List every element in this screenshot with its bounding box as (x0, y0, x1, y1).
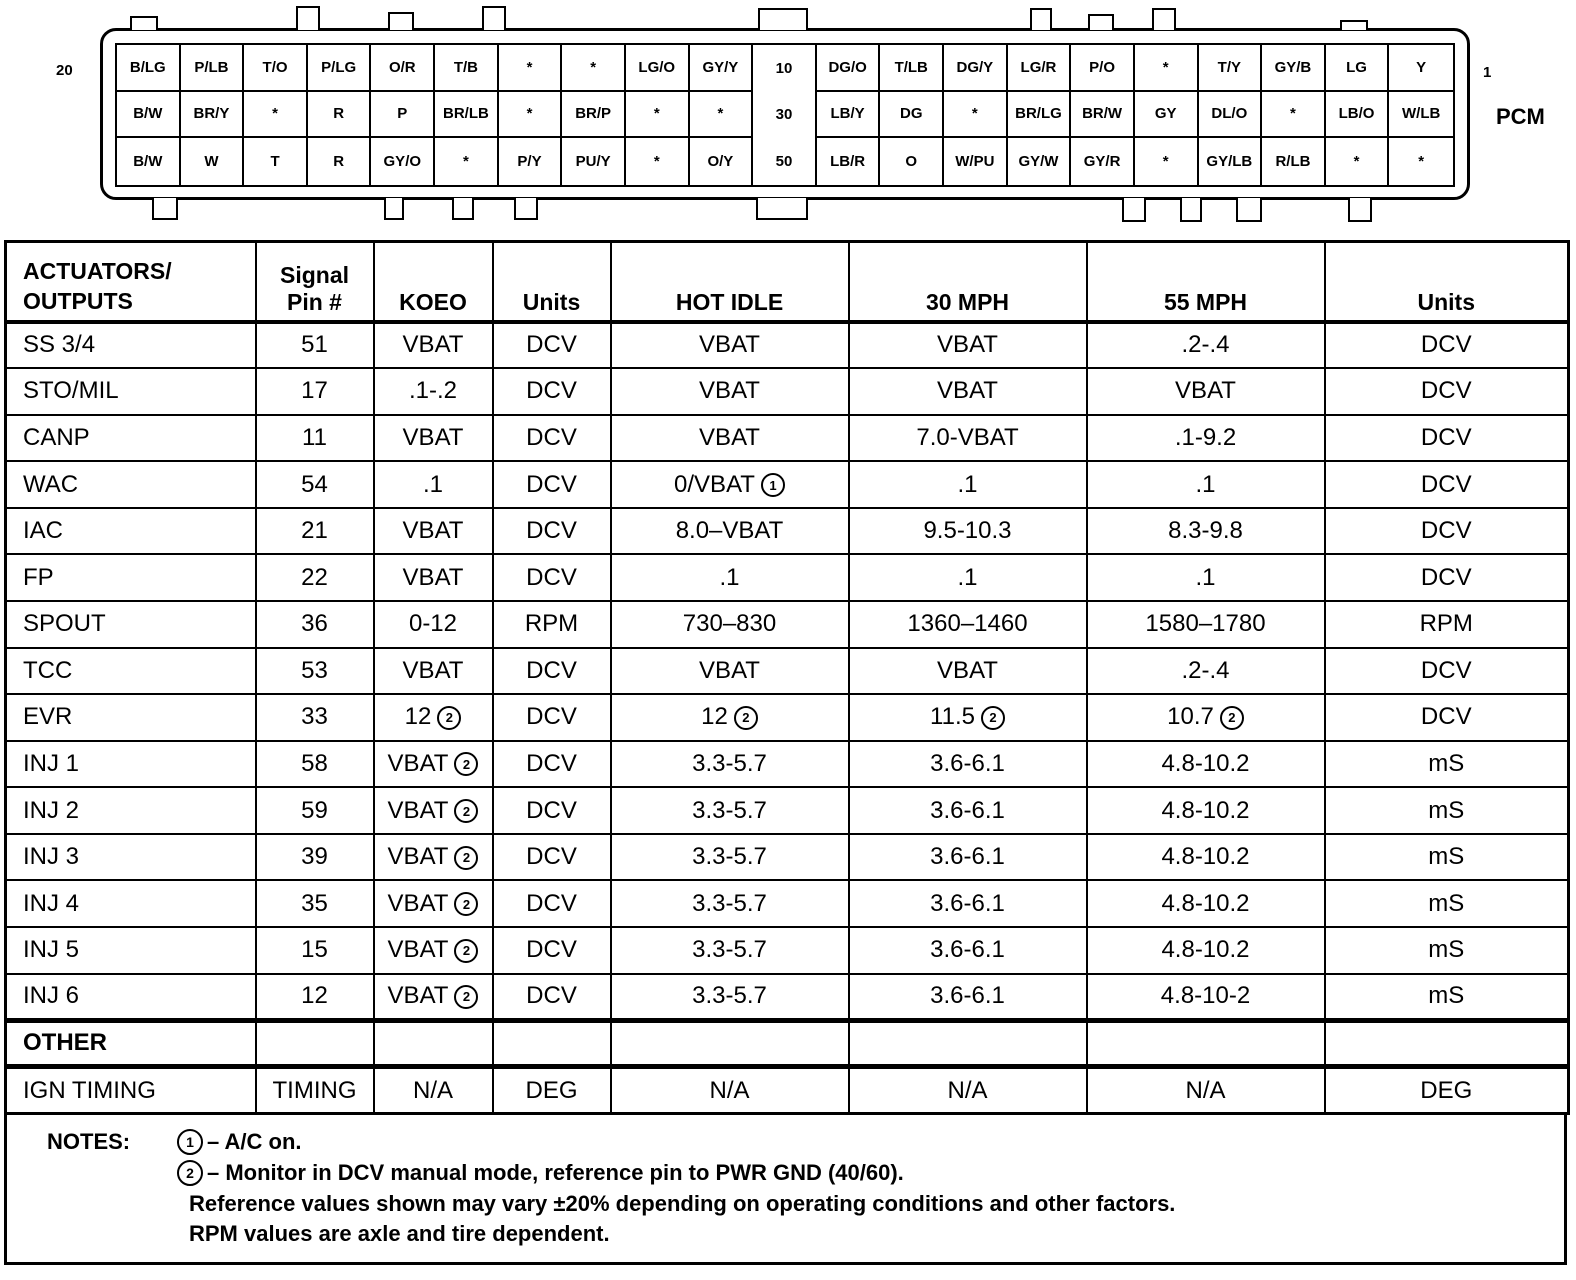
cell-units: DCV (493, 927, 611, 974)
note-2: 2 – Monitor in DCV manual mode, reference pin to PWR GND (40/60). (177, 1160, 904, 1186)
cell-pin: 22 (256, 554, 374, 601)
pin-cell: GY/B (1262, 45, 1326, 92)
cell-units2: mS (1325, 927, 1569, 974)
cell-units: DEG (493, 1067, 611, 1114)
cell-koeo: VBAT (374, 508, 493, 555)
cell-units: DCV (493, 741, 611, 788)
cell-units: DCV (493, 461, 611, 508)
cell-koeo: .1 (374, 461, 493, 508)
pin-cell: W/LB (1389, 92, 1453, 139)
cell-mph55: 4.8-10.2 (1087, 880, 1325, 927)
pin-cell: DG/Y (944, 45, 1008, 92)
cell-hot-idle: VBAT (611, 368, 849, 415)
cell-koeo: VBAT 2 (374, 927, 493, 974)
cell-koeo: VBAT (374, 554, 493, 601)
cell-mph55: 4.8-10.2 (1087, 787, 1325, 834)
pin-cell: GY/Y (690, 45, 754, 92)
cell-hot-idle: VBAT (611, 322, 849, 369)
pin-cell: O/Y (690, 138, 754, 185)
other-section-row (6, 1020, 1569, 1067)
connector-key (758, 8, 808, 30)
cell-pin: 51 (256, 322, 374, 369)
pin-cell: LB/O (1326, 92, 1390, 139)
note-marker-icon: 2 (454, 846, 478, 870)
notes-label: NOTES: (47, 1129, 131, 1154)
note-marker-icon: 2 (454, 892, 478, 916)
cell-mph30: 3.6-6.1 (849, 787, 1087, 834)
pin-cell: LG (1326, 45, 1390, 92)
cell-mph55: 1580–1780 (1087, 601, 1325, 648)
cell-hot-idle: 3.3-5.7 (611, 880, 849, 927)
cell-pin: 59 (256, 787, 374, 834)
pin-cell: DG (880, 92, 944, 139)
pin-cell: GY/O (371, 138, 435, 185)
connector-pin-grid (115, 43, 1455, 187)
cell-units2: mS (1325, 787, 1569, 834)
cell-hot-idle: 3.3-5.7 (611, 974, 849, 1021)
table-row (6, 461, 1569, 508)
table-row (6, 927, 1569, 974)
pin-cell: P/O (1071, 45, 1135, 92)
cell-mph55: VBAT (1087, 368, 1325, 415)
empty-cell (849, 1020, 1087, 1067)
note-marker-icon: 2 (454, 799, 478, 823)
table-row (6, 1067, 1569, 1114)
cell-name: IAC (6, 508, 256, 555)
cell-units2: DCV (1325, 322, 1569, 369)
col-header-actuators: ACTUATORS/ OUTPUTS (6, 242, 256, 322)
cell-units: RPM (493, 601, 611, 648)
cell-koeo: VBAT (374, 415, 493, 462)
cell-pin: 15 (256, 927, 374, 974)
pin-cell: B/LG (117, 45, 181, 92)
pin-cell: 30 (753, 92, 817, 139)
pcm-label: PCM (1496, 104, 1545, 129)
cell-mph55: 10.7 2 (1087, 694, 1325, 741)
connector-key (1122, 198, 1146, 222)
cell-hot-idle: 3.3-5.7 (611, 787, 849, 834)
cell-name: STO/MIL (6, 368, 256, 415)
other-section-label: OTHER (6, 1020, 256, 1067)
note-marker-icon: 2 (437, 706, 461, 730)
pin-cell: BR/LG (1008, 92, 1072, 139)
cell-mph30: 11.5 2 (849, 694, 1087, 741)
connector-key (1152, 8, 1176, 30)
empty-cell (256, 1020, 374, 1067)
connector-key (1348, 198, 1372, 222)
cell-hot-idle: VBAT (611, 415, 849, 462)
cell-mph30: .1 (849, 461, 1087, 508)
cell-mph30: 1360–1460 (849, 601, 1087, 648)
cell-mph55: 8.3-9.8 (1087, 508, 1325, 555)
pin-cell: BR/Y (181, 92, 245, 139)
cell-units2: DCV (1325, 461, 1569, 508)
cell-units: DCV (493, 415, 611, 462)
cell-name: SPOUT (6, 601, 256, 648)
empty-cell (611, 1020, 849, 1067)
table-row (6, 880, 1569, 927)
cell-mph30: 3.6-6.1 (849, 834, 1087, 881)
cell-hot-idle: 3.3-5.7 (611, 834, 849, 881)
note-4: RPM values are axle and tire dependent. (189, 1221, 610, 1246)
pin-cell: O/R (371, 45, 435, 92)
pin-cell: * (499, 92, 563, 139)
notes-box (4, 1115, 1567, 1265)
cell-pin: 58 (256, 741, 374, 788)
cell-koeo: VBAT (374, 648, 493, 695)
pin-cell: DG/O (817, 45, 881, 92)
connector-key (388, 12, 414, 30)
pin-cell: B/W (117, 92, 181, 139)
col-header-units-2: Units (1325, 242, 1569, 322)
cell-pin: 12 (256, 974, 374, 1021)
cell-koeo: VBAT 2 (374, 880, 493, 927)
cell-mph30: VBAT (849, 322, 1087, 369)
cell-name: INJ 6 (6, 974, 256, 1021)
cell-koeo: N/A (374, 1067, 493, 1114)
cell-hot-idle: VBAT (611, 648, 849, 695)
cell-name: INJ 4 (6, 880, 256, 927)
cell-pin: 11 (256, 415, 374, 462)
pin-cell: GY/R (1071, 138, 1135, 185)
cell-units: DCV (493, 368, 611, 415)
cell-mph55: 4.8-10.2 (1087, 741, 1325, 788)
cell-koeo: VBAT 2 (374, 741, 493, 788)
table-row (6, 322, 1569, 369)
pin-cell: * (244, 92, 308, 139)
note-marker-icon: 2 (177, 1160, 203, 1186)
actuator-output-table (4, 240, 1570, 1115)
connector-key (482, 6, 506, 30)
note-marker-icon: 2 (1220, 706, 1244, 730)
cell-units: DCV (493, 694, 611, 741)
pin-cell: PU/Y (562, 138, 626, 185)
cell-units2: mS (1325, 834, 1569, 881)
pin-cell: P/LG (308, 45, 372, 92)
cell-units2: DCV (1325, 694, 1569, 741)
pin-cell: * (690, 92, 754, 139)
cell-koeo: VBAT (374, 322, 493, 369)
pin-cell: B/W (117, 138, 181, 185)
cell-mph55: .1 (1087, 461, 1325, 508)
cell-units2: RPM (1325, 601, 1569, 648)
table-header-row (6, 242, 1569, 322)
connector-key (452, 198, 474, 220)
cell-name: INJ 5 (6, 927, 256, 974)
note-1: 1 – A/C on. (177, 1129, 302, 1155)
cell-pin: 17 (256, 368, 374, 415)
note-marker-icon: 2 (454, 939, 478, 963)
cell-hot-idle: .1 (611, 554, 849, 601)
pin-cell: R/LB (1262, 138, 1326, 185)
cell-units: DCV (493, 648, 611, 695)
col-header-signal-pin: Signal Pin # (256, 242, 374, 322)
table-row (6, 834, 1569, 881)
pin-cell: O (880, 138, 944, 185)
connector-key (756, 198, 808, 220)
connector-key (1236, 198, 1262, 222)
connector-key (296, 6, 320, 30)
note-marker-icon: 1 (177, 1129, 203, 1155)
cell-mph30: 3.6-6.1 (849, 927, 1087, 974)
table-row (6, 368, 1569, 415)
col-header-units: Units (493, 242, 611, 322)
pin-cell: BR/LB (435, 92, 499, 139)
cell-name: CANP (6, 415, 256, 462)
cell-pin: 35 (256, 880, 374, 927)
cell-mph55: .2-.4 (1087, 648, 1325, 695)
cell-mph55: .1-9.2 (1087, 415, 1325, 462)
cell-units: DCV (493, 834, 611, 881)
table-row (6, 787, 1569, 834)
cell-name: FP (6, 554, 256, 601)
col-header-hot-idle: HOT IDLE (611, 242, 849, 322)
cell-mph30: .1 (849, 554, 1087, 601)
cell-mph55: N/A (1087, 1067, 1325, 1114)
cell-name: INJ 1 (6, 741, 256, 788)
cell-mph55: 4.8-10-2 (1087, 974, 1325, 1021)
pin-cell: * (1326, 138, 1390, 185)
pin-cell: * (435, 138, 499, 185)
pin-cell: DL/O (1199, 92, 1263, 139)
pin-cell: LG/R (1008, 45, 1072, 92)
cell-units: DCV (493, 787, 611, 834)
col-header-55-mph: 55 MPH (1087, 242, 1325, 322)
cell-pin: 53 (256, 648, 374, 695)
cell-mph30: 3.6-6.1 (849, 741, 1087, 788)
cell-koeo: 0-12 (374, 601, 493, 648)
cell-units2: DCV (1325, 508, 1569, 555)
pin-cell: W (181, 138, 245, 185)
cell-name: INJ 3 (6, 834, 256, 881)
cell-units: DCV (493, 554, 611, 601)
table-row (6, 741, 1569, 788)
connector-key (1340, 20, 1368, 30)
pin-cell: BR/W (1071, 92, 1135, 139)
cell-mph30: 7.0-VBAT (849, 415, 1087, 462)
cell-koeo: VBAT 2 (374, 834, 493, 881)
cell-units2: DCV (1325, 648, 1569, 695)
cell-mph30: VBAT (849, 368, 1087, 415)
cell-pin: TIMING (256, 1067, 374, 1114)
pin-cell: T/LB (880, 45, 944, 92)
note-marker-icon: 1 (761, 473, 785, 497)
cell-koeo: VBAT 2 (374, 787, 493, 834)
pin-cell: P (371, 92, 435, 139)
pin-cell: W/PU (944, 138, 1008, 185)
table-row (6, 601, 1569, 648)
col-header-koeo: KOEO (374, 242, 493, 322)
pin-cell: GY/W (1008, 138, 1072, 185)
cell-mph55: .2-.4 (1087, 322, 1325, 369)
cell-units: DCV (493, 322, 611, 369)
cell-units2: mS (1325, 741, 1569, 788)
note-marker-icon: 2 (454, 985, 478, 1009)
pin-cell: LB/R (817, 138, 881, 185)
connector-key (1030, 8, 1052, 30)
pin-cell: T/O (244, 45, 308, 92)
cell-name: INJ 2 (6, 787, 256, 834)
cell-pin: 21 (256, 508, 374, 555)
empty-cell (493, 1020, 611, 1067)
cell-mph30: 9.5-10.3 (849, 508, 1087, 555)
pin-cell: * (1135, 45, 1199, 92)
cell-name: WAC (6, 461, 256, 508)
pin-cell: T/Y (1199, 45, 1263, 92)
note-marker-icon: 2 (454, 752, 478, 776)
pin-cell: T/B (435, 45, 499, 92)
cell-units2: DEG (1325, 1067, 1569, 1114)
empty-cell (1325, 1020, 1569, 1067)
pin-cell: LB/Y (817, 92, 881, 139)
cell-units2: DCV (1325, 554, 1569, 601)
cell-hot-idle: 0/VBAT 1 (611, 461, 849, 508)
pin-cell: * (1418, 153, 1425, 171)
cell-mph30: VBAT (849, 648, 1087, 695)
cell-name: TCC (6, 648, 256, 695)
cell-pin: 39 (256, 834, 374, 881)
cell-koeo: VBAT 2 (374, 974, 493, 1021)
connector-key (1180, 198, 1202, 222)
cell-hot-idle: 12 2 (611, 694, 849, 741)
cell-hot-idle: 8.0–VBAT (611, 508, 849, 555)
empty-cell (374, 1020, 493, 1067)
pin-cell: Y (1389, 45, 1453, 92)
cell-mph30: 3.6-6.1 (849, 880, 1087, 927)
cell-name: SS 3/4 (6, 322, 256, 369)
connector-key (130, 16, 158, 30)
pin-cell: LG/O (626, 45, 690, 92)
table-row (6, 648, 1569, 695)
pin-cell: R (308, 92, 372, 139)
connector-key (152, 198, 178, 220)
cell-name: IGN TIMING (6, 1067, 256, 1114)
pin-cell: * (626, 92, 690, 139)
cell-units2: mS (1325, 880, 1569, 927)
pin-cell: * (1262, 92, 1326, 139)
cell-mph55: .1 (1087, 554, 1325, 601)
connector-key (514, 198, 538, 220)
pin-cell: * (1135, 138, 1199, 185)
pin-cell: * (562, 45, 626, 92)
pin-cell: * (944, 92, 1008, 139)
table-row (6, 974, 1569, 1021)
pin-20-label: 20 (56, 62, 73, 79)
pin-cell: 50 (753, 138, 817, 185)
cell-name: EVR (6, 694, 256, 741)
pin-cell: * (626, 138, 690, 185)
pin-cell: GY (1135, 92, 1199, 139)
pin-cell: T (244, 138, 308, 185)
cell-koeo: 12 2 (374, 694, 493, 741)
pin-cell: P/Y (499, 138, 563, 185)
table-row (6, 694, 1569, 741)
pin-1-label: 1 (1483, 64, 1492, 81)
pin-cell: * (499, 45, 563, 92)
note-3: Reference values shown may vary ±20% depending on operating conditions and other factors. (189, 1191, 1176, 1216)
cell-koeo: .1-.2 (374, 368, 493, 415)
pin-cell: GY/LB (1199, 138, 1263, 185)
cell-units: DCV (493, 508, 611, 555)
cell-mph30: N/A (849, 1067, 1087, 1114)
pin-cell: 10 (753, 45, 817, 92)
cell-hot-idle: 730–830 (611, 601, 849, 648)
cell-units2: DCV (1325, 368, 1569, 415)
connector-key (1088, 14, 1114, 30)
table-row (6, 554, 1569, 601)
cell-hot-idle: 3.3-5.7 (611, 927, 849, 974)
note-marker-icon: 2 (734, 706, 758, 730)
pin-cell: BR/P (562, 92, 626, 139)
table-row (6, 508, 1569, 555)
empty-cell (1087, 1020, 1325, 1067)
cell-mph55: 4.8-10.2 (1087, 927, 1325, 974)
cell-pin: 54 (256, 461, 374, 508)
cell-units: DCV (493, 880, 611, 927)
cell-hot-idle: 3.3-5.7 (611, 741, 849, 788)
table-row (6, 415, 1569, 462)
cell-pin: 33 (256, 694, 374, 741)
connector-key (384, 198, 404, 220)
note-marker-icon: 2 (981, 706, 1005, 730)
cell-units2: DCV (1325, 415, 1569, 462)
pin-cell: P/LB (181, 45, 245, 92)
pin-cell: R (308, 138, 372, 185)
cell-units: DCV (493, 974, 611, 1021)
cell-mph30: 3.6-6.1 (849, 974, 1087, 1021)
cell-mph55: 4.8-10.2 (1087, 834, 1325, 881)
cell-hot-idle: N/A (611, 1067, 849, 1114)
cell-units2: mS (1325, 974, 1569, 1021)
col-header-30-mph: 30 MPH (849, 242, 1087, 322)
cell-pin: 36 (256, 601, 374, 648)
